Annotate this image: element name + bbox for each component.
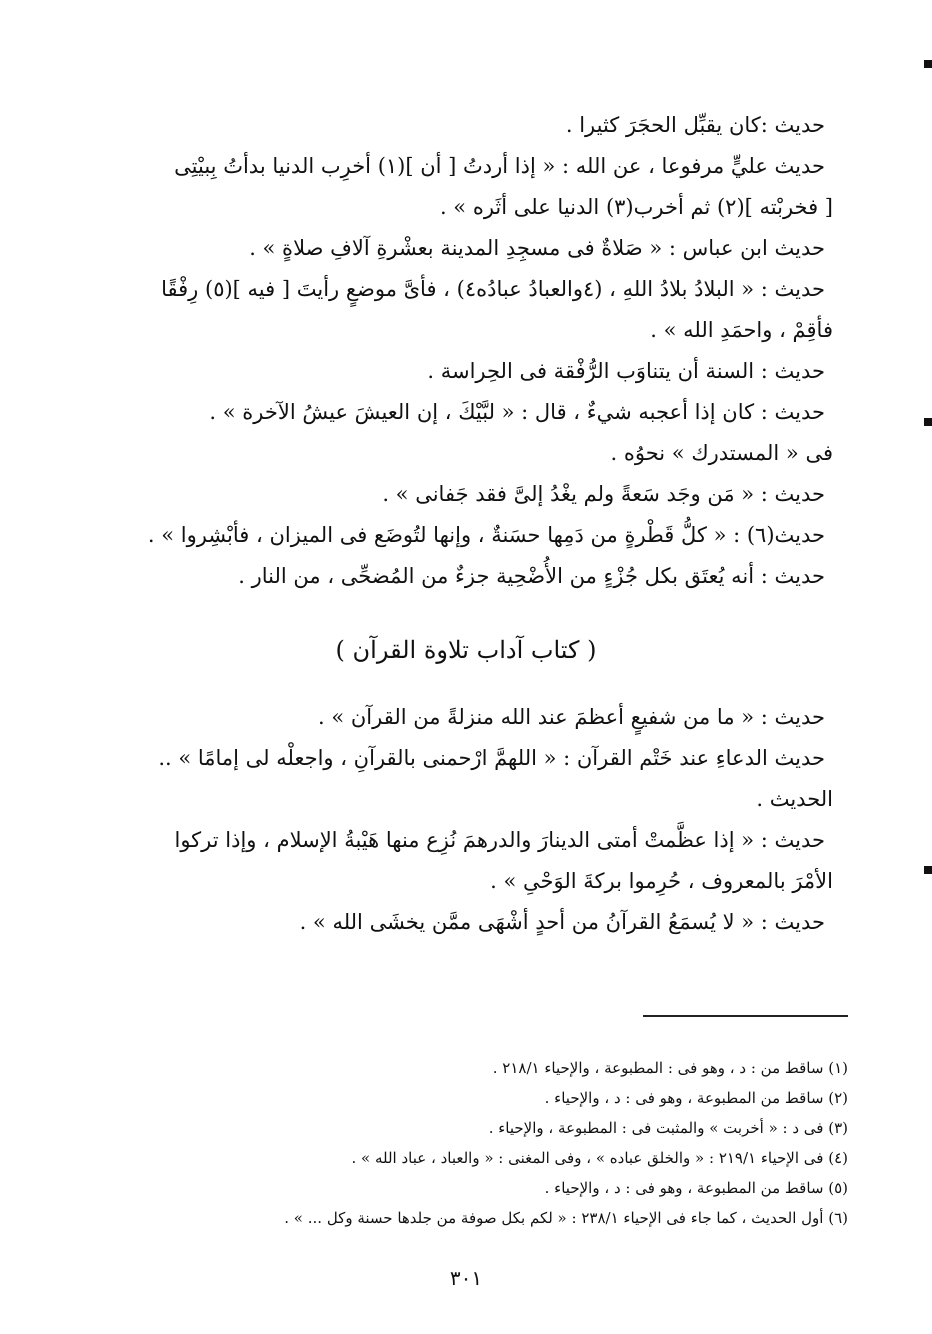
footnote: (٣) فى د : « أخربت » والمثبت فى : المطبوعة ، والإحياء . (488, 1119, 848, 1137)
margin-mark (924, 866, 932, 874)
text-line: حديث : « البلادُ بلادُ اللهِ ، (٤والعبادُ عبادُه٤) ، فأىَّ موضعٍ رأيتَ [ فيه ](٥) رِفْقًا (161, 277, 825, 301)
page-number: ٣٠١ (449, 1266, 483, 1290)
text-line: حديث عليٍّ مرفوعا ، عن الله : « إذا أردتُ [ أن ](١) أخرِب الدنيا بدأتُ بِبيْتِى (174, 154, 825, 178)
text-line: حديث(٦) : « كلُّ قَطْرةٍ من دَمِها حسَنةٌ ، وإنها لتُوضَع فى الميزان ، فأبْشِروا » . (147, 523, 825, 547)
footnote: (٤) فى الإحياء ٢١٩/١ : « والخلق عباده » ، وفى المغنى : « والعباد ، عباد الله » . (351, 1149, 848, 1167)
text-line: فأقِمْ ، واحمَدِ الله » . (650, 318, 833, 342)
footnote: (١) ساقط من : د ، وهو فى : المطبوعة ، والإحياء ٢١٨/١ . (492, 1059, 848, 1077)
margin-mark (924, 418, 932, 426)
text-line: فى « المستدرك » نحوُه . (610, 441, 833, 465)
footnote-divider (643, 1015, 848, 1017)
text-line: حديث ابن عباس : « صَلاةٌ فى مسجِدِ المدينة بعشْرةِ آلافِ صلاةٍ » . (249, 236, 825, 260)
footnote: (٦) أول الحديث ، كما جاء فى الإحياء ٢٣٨/١ : « لكم بكل صوفة من جلدها حسنة وكل ... » . (284, 1209, 848, 1227)
text-line: حديث : « مَن وجَد سَعةً ولم يغْدُ إلىَّ فقد جَفانى » . (382, 482, 825, 506)
text-line: حديث : « لا يُسمَعُ القرآنُ من أحدٍ أشْهَى ممَّن يخشَى الله » . (299, 910, 825, 934)
text-line: الحديث . (756, 787, 833, 811)
footnote: (٢) ساقط من المطبوعة ، وهو فى : د ، والإحياء . (544, 1089, 848, 1107)
text-line: حديث : السنة أن يتناوَب الرُّفْقة فى الحِراسة . (427, 359, 825, 383)
section-heading: ( كتاب آداب تلاوة القرآن ) (335, 636, 597, 664)
text-line: حديث : « إذا عظَّمتْ أمتى الدينارَ والدرهمَ نُزِع منها هَيْبةُ الإسلام ، وإذا تركوا (174, 828, 825, 852)
text-line: حديث : « ما من شفيعٍ أعظمَ عند الله منزلةً من القرآن » . (318, 705, 825, 729)
text-line: [ فخربْته ](٢) ثم أخرب(٣) الدنيا على أثَره » . (439, 195, 833, 219)
text-line: حديث :كان يقبِّل الحجَرَ كثيرا . (565, 113, 825, 137)
text-line: حديث الدعاءِ عند خَتْم القرآن : « اللهمَّ ارْحمنى بالقرآنِ ، واجعلْه لى إمامًا » .. (158, 746, 825, 770)
text-line: الأمْرَ بالمعروف ، حُرِموا بركةَ الوَحْىِ » . (490, 869, 833, 893)
footnote: (٥) ساقط من المطبوعة ، وهو فى : د ، والإحياء . (544, 1179, 848, 1197)
margin-mark (924, 60, 932, 68)
text-line: حديث : أنه يُعتَق بكل جُزْءٍ من الأُضْحِية جزءٌ من المُضحِّى ، من النار . (238, 564, 825, 588)
text-line: حديث : كان إذا أعجبه شيءٌ ، قال : « لبَّيْكَ ، إن العيشَ عيشُ الآخرة » . (209, 400, 825, 424)
